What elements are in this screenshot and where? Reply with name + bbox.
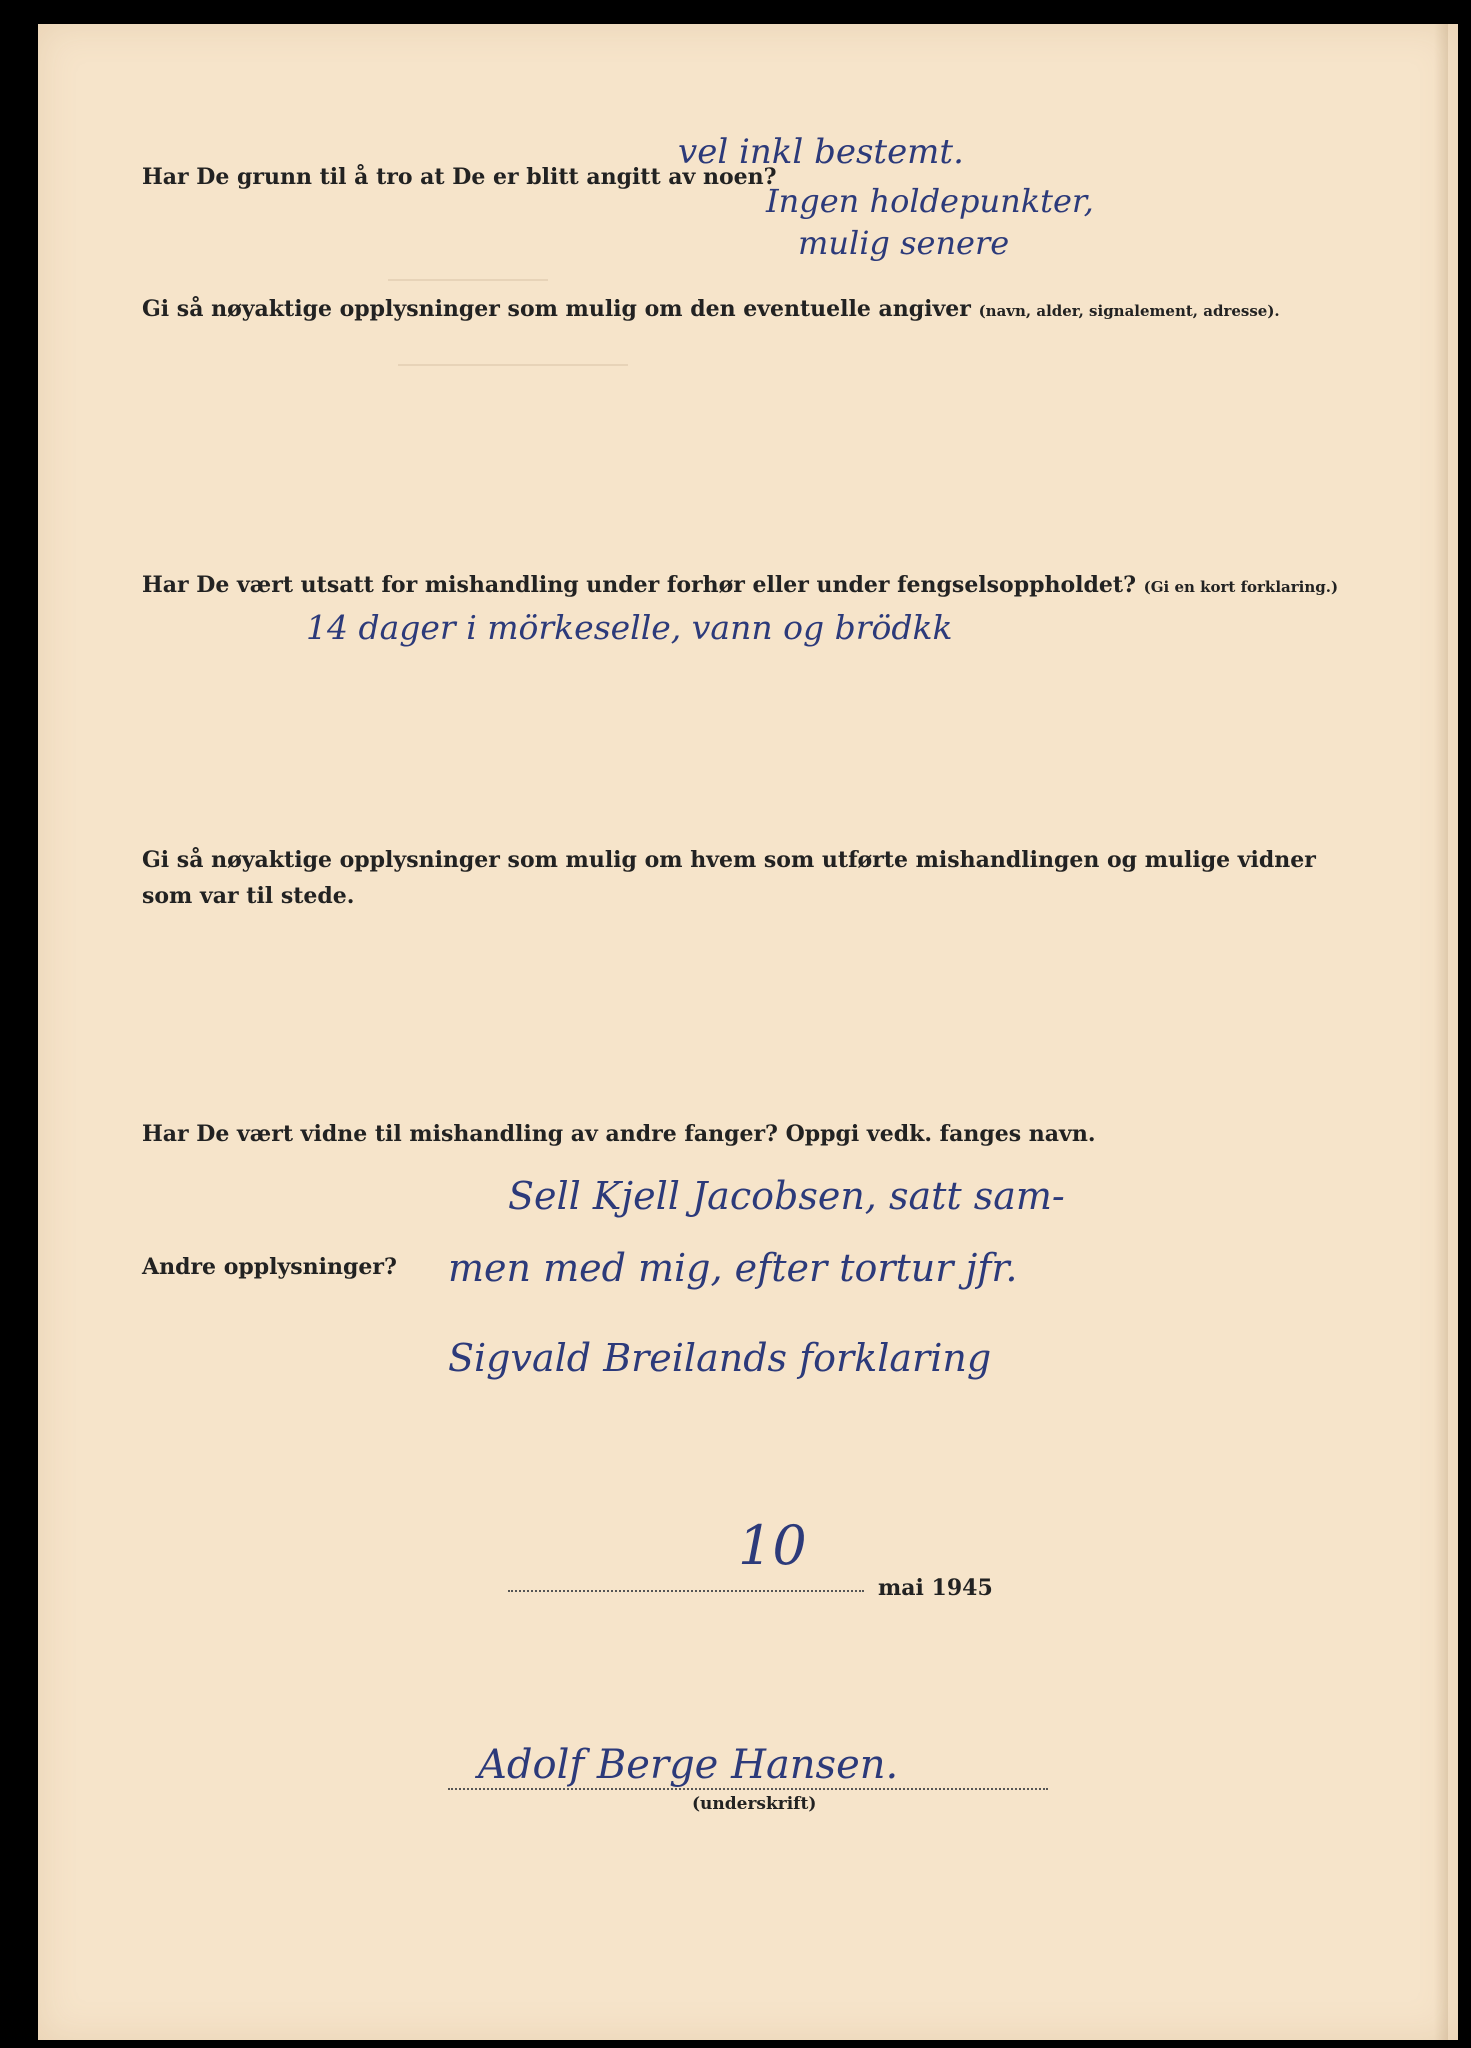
question-andre: Andre opplysninger?	[142, 1254, 397, 1280]
question-mishandling-text: Har De vært utsatt for mishandling under forhør eller under fengselsoppholdet?	[142, 572, 1136, 598]
question-mishandling-note: (Gi en kort forklaring.)	[1143, 578, 1339, 596]
answer-other-line3: Sigvald Breilands forklaring	[448, 1336, 992, 1380]
question-angiver-note: (navn, alder, signalement, adresse).	[978, 302, 1280, 320]
page-edge-shadow	[1434, 24, 1448, 2040]
faint-bleedthrough	[398, 364, 628, 366]
question-utforte-line2: som var til stede.	[142, 883, 355, 909]
signature-label: (underskrift)	[692, 1794, 817, 1814]
answer-other-line1: Sell Kjell Jacobsen, satt sam-	[508, 1174, 1065, 1218]
date-day: 10	[738, 1514, 807, 1577]
signature: Adolf Berge Hansen.	[478, 1742, 899, 1788]
answer-angiver-line2: mulig senere	[798, 224, 1010, 262]
question-angitt: Har De grunn til å tro at De er blitt angitt av noen?	[142, 164, 777, 190]
answer-angiver-line1: Ingen holdepunkter,	[766, 182, 1094, 220]
question-utforte-line1: Gi så nøyaktige opplysninger som mulig om hvem som utførte mishandlingen og mulige vidner	[142, 847, 1316, 873]
faint-bleedthrough-2	[388, 279, 548, 281]
answer-mishandling: 14 dager i mörkeselle, vann og brödkk	[306, 608, 953, 647]
document-page	[38, 24, 1458, 2040]
question-angiver-text: Gi så nøyaktige opplysninger som mulig om den eventuelle angiver	[142, 296, 971, 322]
answer-angitt: vel inkl bestemt.	[678, 132, 964, 172]
question-angiver	[142, 291, 1280, 329]
date-text: mai 1945	[878, 1575, 993, 1601]
question-vidne: Har De vært vidne til mishandling av andre fanger? Oppgi vedk. fanges navn.	[142, 1121, 1096, 1147]
question-mishandling	[142, 567, 1338, 605]
signature-dotted-line	[448, 1788, 1048, 1790]
date-dotted-line	[508, 1590, 864, 1592]
answer-other-line2: men med mig, efter tortur jfr.	[448, 1246, 1018, 1290]
